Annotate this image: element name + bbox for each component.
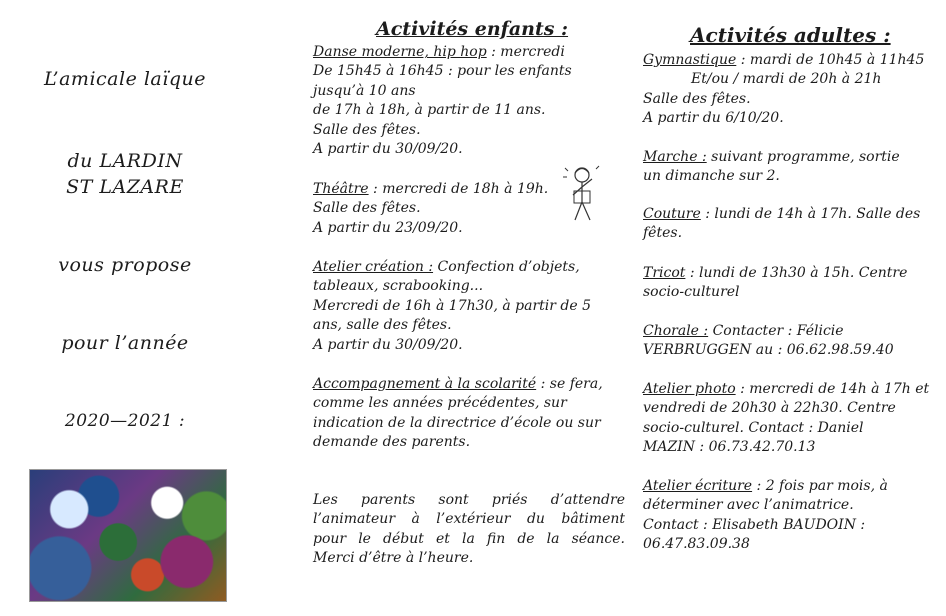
photo-line: MAZIN : 06.73.42.70.13 xyxy=(643,439,816,456)
chorale-line: VERBRUGGEN au : 06.62.98.59.40 xyxy=(643,342,894,359)
ecriture-line: Contact : Elisabeth BAUDOIN : xyxy=(643,516,866,533)
ecriture-label: Atelier écriture xyxy=(643,478,753,494)
gym-text: : mardi de 10h45 à 11h45 xyxy=(736,52,925,68)
notice-line: pour le début et la fin de la séance. xyxy=(313,530,625,547)
danse-line: Salle des fêtes. xyxy=(313,121,421,138)
atelier-line: A partir du 30/09/20. xyxy=(313,336,463,353)
notice-line: l’animateur à l’extérieur du bâtiment xyxy=(313,511,625,528)
scolarite-label: Accompagnement à la scolarité xyxy=(313,376,537,392)
chorale-label: Chorale : xyxy=(643,323,709,339)
scolarite-line: comme les années précédentes, sur xyxy=(313,395,567,412)
danse-line: de 17h à 18h, à partir de 11 ans. xyxy=(313,102,546,119)
photo-label: Atelier photo xyxy=(643,381,736,397)
gym-line: A partir du 6/10/20. xyxy=(643,110,784,127)
theatre-text: : mercredi de 18h à 19h. xyxy=(368,181,549,197)
tricot-label: Tricot xyxy=(643,265,686,281)
danse-block xyxy=(313,43,625,159)
chorale-text: Contacter : Félicie xyxy=(708,323,844,339)
gym-line: Salle des fêtes. xyxy=(643,90,751,107)
danse-line: A partir du 30/09/20. xyxy=(313,141,463,158)
org-town-line2: ST LAZARE xyxy=(66,176,184,198)
gym-line: Et/ou / mardi de 20h à 21h xyxy=(691,71,882,88)
theatre-line: A partir du 23/09/20. xyxy=(313,219,463,236)
marche-block xyxy=(643,148,943,187)
scolarite-line: indication de la directrice d’école ou sur xyxy=(313,414,601,431)
org-name-line: L’amicale laïque xyxy=(44,68,206,90)
scolarite-text: : se fera, xyxy=(536,376,603,392)
couture-block xyxy=(643,205,943,244)
atelier-creation-block xyxy=(313,258,625,355)
danse-line: De 15h45 à 16h45 : pour les enfants xyxy=(313,63,572,80)
children-title: Activités enfants : xyxy=(376,18,569,40)
gym-label: Gymnastique xyxy=(643,52,737,68)
ecriture-line: déterminer avec l’animatrice. xyxy=(643,497,854,514)
tricot-text: : lundi de 13h30 à 15h. Centre xyxy=(685,265,908,281)
notice-line: Les parents sont priés d’attendre xyxy=(313,492,625,508)
chorale-block xyxy=(643,322,943,361)
theatre-label: Théâtre xyxy=(313,181,369,197)
scolarite-block xyxy=(313,375,628,453)
photo-line: socio-culturel. Contact : Daniel xyxy=(643,419,864,436)
tricot-block xyxy=(643,264,943,303)
scolarite-line: demande des parents. xyxy=(313,434,471,451)
org-town-line1: du LARDIN xyxy=(67,150,183,172)
atelier-line: ans, salle des fêtes. xyxy=(313,317,452,334)
painting-image xyxy=(29,469,227,602)
atelier-line: Mercredi de 16h à 17h30, à partir de 5 xyxy=(313,297,591,314)
photo-block xyxy=(643,380,943,458)
year-intro-line: pour l’année xyxy=(61,332,189,354)
danse-text: : mercredi xyxy=(486,44,565,60)
marche-text: suivant programme, sortie xyxy=(706,149,900,165)
ecriture-text: : 2 fois par mois, à xyxy=(752,478,888,494)
theatre-line: Salle des fêtes. xyxy=(313,200,421,217)
danse-label: Danse moderne, hip hop xyxy=(313,44,487,60)
gym-block xyxy=(643,51,943,129)
ecriture-line: 06.47.83.09.38 xyxy=(643,536,750,553)
ecriture-block xyxy=(643,477,943,555)
notice-line: Merci d’être à l’heure. xyxy=(313,550,474,567)
season-line: 2020—2021 : xyxy=(64,411,186,431)
marche-line: un dimanche sur 2. xyxy=(643,168,780,185)
danse-line: jusqu’à 10 ans xyxy=(313,82,416,99)
atelier-label: Atelier création : xyxy=(313,259,434,275)
photo-text: : mercredi de 14h à 17h et xyxy=(735,381,930,397)
child-drawing-icon xyxy=(562,163,606,227)
adults-title: Activités adultes : xyxy=(690,23,891,47)
atelier-text: Confection d’objets, xyxy=(433,259,580,275)
couture-text: : lundi de 14h à 17h. Salle des xyxy=(700,206,921,222)
couture-label: Couture xyxy=(643,206,701,222)
tricot-line: socio-culturel xyxy=(643,284,740,301)
marche-label: Marche : xyxy=(643,149,707,165)
parents-notice xyxy=(313,491,625,569)
proposal-line: vous propose xyxy=(58,254,192,276)
photo-line: vendredi de 20h30 à 22h30. Centre xyxy=(643,400,896,417)
couture-line: fêtes. xyxy=(643,225,683,242)
atelier-line: tableaux, scrabooking... xyxy=(313,278,484,295)
